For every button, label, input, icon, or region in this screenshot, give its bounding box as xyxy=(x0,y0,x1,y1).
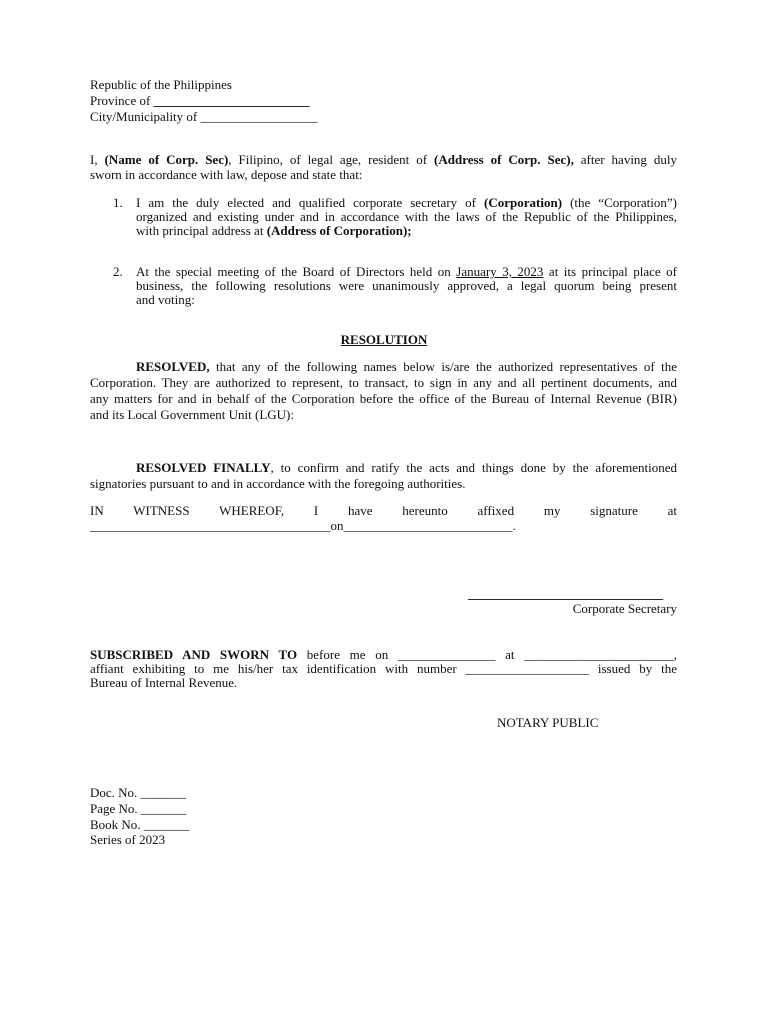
resolution-p2-line-2: signatories pursuant to and in accordance with the foregoing authorities. xyxy=(90,476,466,491)
book-number: Book No. _______ xyxy=(90,817,190,832)
resolution-p2-text: , to confirm and ratify the acts and things done by the aforementioned xyxy=(270,460,677,475)
item-1-text-a: I am the duly elected and qualified corporate secretary of xyxy=(136,195,485,210)
resolution-p1-text: that any of the following names below is/are the authorized representatives of the xyxy=(209,359,677,374)
item-1-number: 1. xyxy=(113,195,123,210)
item-1-corporation: (Corporation) xyxy=(484,195,563,210)
item-1-text-b: (the “Corporation”) xyxy=(562,195,677,210)
item-2-line-2: business, the following resolutions were unanimously approved, a legal quorum being present xyxy=(136,278,677,293)
resolution-p1-line-3: any matters for and in behalf of the Corporation before the office of the Bureau of Internal Revenue (BIR) xyxy=(90,391,677,406)
resolution-p1-line-2: Corporation. They are authorized to represent, to transact, to sign in any and all pertinent documents, and xyxy=(90,375,677,390)
jurat-line-3: Bureau of Internal Revenue. xyxy=(90,675,238,690)
resolution-p2-line-1 xyxy=(136,460,677,476)
intro-line-2: sworn in accordance with law, depose and state that: xyxy=(90,167,363,182)
meeting-date: January 3, 2023 xyxy=(456,264,544,279)
witness-line-1: IN WITNESS WHEREOF, I have hereunto affixed my signature at xyxy=(90,503,677,518)
intro-address: (Address of Corp. Sec), xyxy=(434,152,574,167)
resolved-label: RESOLVED, xyxy=(136,359,210,374)
item-1-line-2: organized and existing under and in accordance with the laws of the Republic of the Philippines, xyxy=(136,209,677,224)
item-1-text-c: with principal address at xyxy=(136,223,267,238)
header-province xyxy=(90,93,310,109)
item-2-text-b: at its principal place of xyxy=(543,264,677,279)
resolution-title: RESOLUTION xyxy=(340,332,428,347)
notary-title: NOTARY PUBLIC xyxy=(497,715,599,730)
signatory-title: Corporate Secretary xyxy=(572,601,677,616)
jurat-text: before me on _______________ at _______________________, xyxy=(297,647,677,662)
item-2-number: 2. xyxy=(113,264,123,279)
item-1-line-3 xyxy=(136,223,412,239)
resolution-p1-line-4: and its Local Government Unit (LGU): xyxy=(90,407,294,422)
jurat-label: SUBSCRIBED AND SWORN TO xyxy=(90,647,298,662)
header-province-blank: ________________________ xyxy=(153,93,310,108)
jurat-line-2: affiant exhibiting to me his/her tax identification with number ___________________ issued by the xyxy=(90,661,677,676)
resolution-title-row xyxy=(0,332,768,348)
item-2-text-a: At the special meeting of the Board of Directors held on xyxy=(136,264,457,279)
resolution-p1-line-1 xyxy=(136,359,677,375)
witness-line-2: _____________________________________on__________________________. xyxy=(90,518,516,533)
intro-end: after having duly xyxy=(573,152,677,167)
intro-i: I, xyxy=(90,152,105,167)
page-number: Page No. _______ xyxy=(90,801,187,816)
series-year: Series of 2023 xyxy=(90,832,166,847)
header-country: Republic of the Philippines xyxy=(90,77,232,92)
signature-blank: ______________________________ xyxy=(468,586,663,601)
intro-line-1 xyxy=(90,152,677,168)
signature-line xyxy=(468,586,663,602)
header-province-label: Province of xyxy=(90,93,151,108)
header-city: City/Municipality of __________________ xyxy=(90,109,318,124)
doc-number: Doc. No. _______ xyxy=(90,785,187,800)
intro-mid: , Filipino, of legal age, resident of xyxy=(228,152,435,167)
resolved-finally-label: RESOLVED FINALLY xyxy=(136,460,271,475)
intro-name: (Name of Corp. Sec) xyxy=(104,152,229,167)
item-1-address: (Address of Corporation); xyxy=(266,223,412,238)
item-2-line-3: and voting: xyxy=(136,292,195,307)
